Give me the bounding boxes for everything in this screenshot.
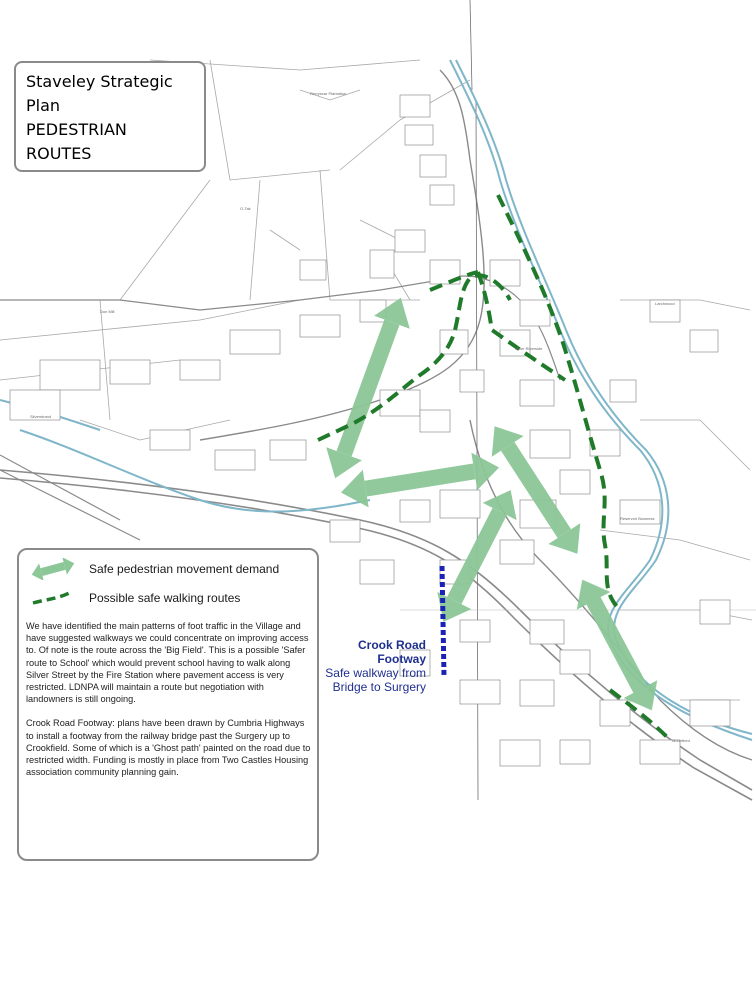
crook-road-label [318,638,426,694]
dashed-line-icon [29,587,77,609]
svg-text:Silverstrand: Silverstrand [30,414,52,419]
svg-text:Mountbed: Mountbed [672,738,690,743]
svg-text:Reservoir Bowness: Reservoir Bowness [620,516,655,521]
title-line-2: Plan [26,96,61,115]
svg-text:Rerryscar Plantation: Rerryscar Plantation [310,91,347,96]
svg-text:O-Tak: O-Tak [240,206,251,211]
crook-road-title-2: Footway [377,652,426,666]
legend-routes-label: Possible safe walking routes [89,591,241,605]
svg-text:Miller Riverside: Miller Riverside [515,346,543,351]
title-line-3: PEDESTRIAN [26,120,127,139]
legend-routes [29,586,240,610]
legend-description [26,620,312,790]
crook-road-sub-1: Safe walkway from [325,666,426,680]
svg-text:Larchwood: Larchwood [655,301,675,306]
crook-road-sub-2: Bridge to Surgery [332,680,426,694]
legend-box [17,548,319,861]
legend-paragraph-1: We have identified the main patterns of foot traffic in the Village and have suggested walkways we could concentrate on improving access to. Of note is the route across the 'Big Field'. This is a possible 'Safer route to School' which would prevent school having to walk along Silver Street by the Fire Station where pavement access is very restricted. LDNPA will maintain a route but negotiation with landowners is still ongoing. [26,621,309,705]
legend-demand [29,557,279,581]
legend-demand-label: Safe pedestrian movement demand [89,562,280,576]
legend-paragraph-2: Crook Road Footway: plans have been drawn by Cumbria Highways to install a footway from the railway bridge past the Surgery up to Crookfield. Some of which is a 'Ghost path' painted on the road due to restricted width. Funding is mostly in place from Two Castles Housing association community planning gain. [26,718,311,778]
double-arrow-icon [29,558,77,580]
crook-road-title-1: Crook Road [357,638,426,652]
title-line-4: ROUTES [26,144,92,163]
map-title-box [14,61,206,172]
svg-text:Don Mill: Don Mill [100,309,115,314]
title-line-1: Staveley Strategic [26,72,173,91]
